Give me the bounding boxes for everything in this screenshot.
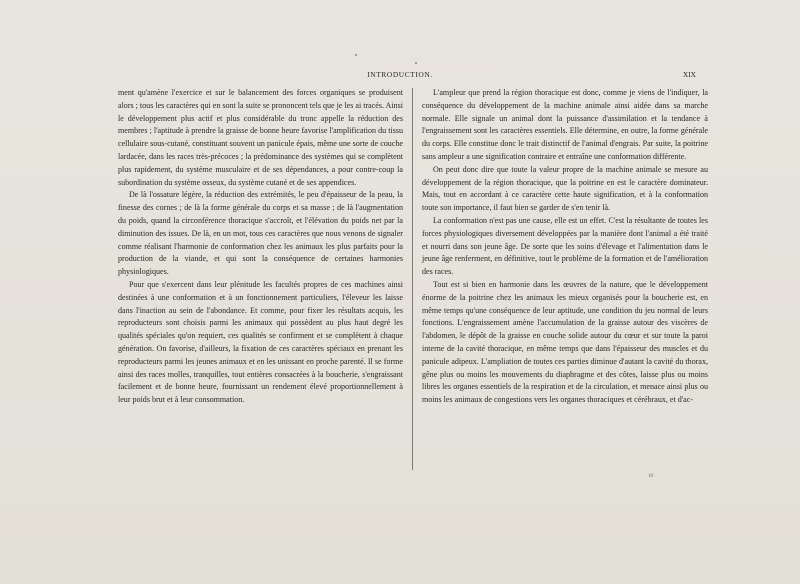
paragraph: De là l'ossature légère, la réduction des extrémités, le peu d'épaisseur de la peau, la finesse des cornes ; de là la forme générale du corps et sa masse ; de là l'augmentation du poids, quand la circonférence thoracique s'accroît, et l'élévation du poids net par la diminution des issues. De là, en un mot, tous ces caractères que nous venons de signaler comme réalisant l'harmonie de conformation chez les animaux les plus parfaits pour la production de la viande, et qui sont la conséquence de certaines harmonies physiologiques. [118, 190, 403, 277]
right-column [422, 87, 708, 407]
paragraph: ment qu'amène l'exercice et sur le balancement des forces organiques se produisent alors ; tous les caractères qui en sont la suite se prononcent tels que je les ai tracés. Ainsi le développement plus actif et plus considérable du tronc appelle la réduction des membres ; l'aptitude à prendre la graisse de bonne heure favorise l'amplification du tissu cellulaire sous-cutané, constituant souvent un panicule épais, même une sorte de couche lardacée, dans les races très-précoces ; la prédominance des systèmes qui se complètent plus rapidement, du système musculaire et de ses dépendances, a pour contre-coup la subordination du système osseux, du système cutané et de ses appendices. [118, 88, 403, 187]
paragraph: Tout est si bien en harmonie dans les œuvres de la nature, que le développement énorme de la poitrine chez les animaux les mieux organisés pour la boucherie est, en même temps qu'une conséquence de leur aptitude, une condition du jeu normal de leurs fonctions. L'engraissement amène l'accumulation de la graisse autour des viscères de l'abdomen, le dépôt de la graisse en couche solide autour du cœur et sur toute la paroi interne de la cavité thoracique, en même temps que dans l'épaisseur des muscles et du panicule adipeux. L'ampliation de toutes ces parties diminue d'autant la cavité du thorax, gêne plus ou moins les mouvements du diaphragme et des côtes, laisse plus ou moins libres les organes essentiels de la respiration et de la circulation, et menace ainsi plus ou moins les animaux de congestions vers les organes thoraciques et cérébraux, et d'ac- [422, 279, 708, 405]
paragraph: La conformation n'est pas une cause, elle est un effet. C'est la résultante de toutes les forces physiologiques diversement développées par la manière dont l'animal a été traité et nourri dans son jeune âge. De sorte que les soins d'élevage et l'alimentation dans le jeune âge renferment, en définitive, tout le problème de la formation et de l'amélioration des races. [422, 215, 708, 277]
paragraph: L'ampleur que prend la région thoracique est donc, comme je viens de l'indiquer, la conséquence du développement de la machine animale ainsi aidée dans sa marche normale. Elle signale un animal dont la puissance d'assimilation et la tendance à l'engraissement sont les caractères essentiels. Elle détermine, en outre, la forme générale du corps. Elle constitue donc le trait distinctif de l'animal d'engrais. Par suite, la poitrine sans ampleur a une signification contraire et entraîne une conformation différente. [422, 88, 708, 161]
signature-mark: 10 [648, 474, 653, 479]
running-head: INTRODUCTION. [367, 70, 433, 79]
page-number: XIX [682, 70, 696, 79]
page-speck [355, 54, 357, 56]
left-column [118, 87, 403, 407]
paragraph: On peut donc dire que toute la valeur propre de la machine animale se mesure au développement de la région thoracique, que la poitrine en est le caractère dominateur. Mais, tout en accordant à ce caractère cette haute signification, et à la conformation toute son importance, il faut bien se garder de s'en tenir là. [422, 164, 708, 213]
paragraph: Pour que s'exercent dans leur plénitude les facultés propres de ces machines ainsi destinées à une conformation et à un fonctionnement particuliers, l'éleveur les laisse dans l'inaction au sein de l'abondance. Et comme, pour fixer les résultats acquis, les reproducteurs sont choisis parmi les animaux qui possèdent au plus haut degré les qualités spéciales qu'on requiert, ces qualités se confirment et se complètent à chaque génération. On favorise, d'ailleurs, la fixation de ces caractères spéciaux en prenant les reproducteurs parmi les jeunes animaux et en les unissant en proche parenté. Il se forme ainsi des races molles, tranquilles, tout entières consacrées à la boucherie, s'engraissant facilement et de bonne heure, fournissant un rendement élevé proportionnellement à leur poids brut et à leur consommation. [118, 279, 403, 405]
column-rule [412, 88, 413, 470]
page-speck [415, 62, 417, 64]
